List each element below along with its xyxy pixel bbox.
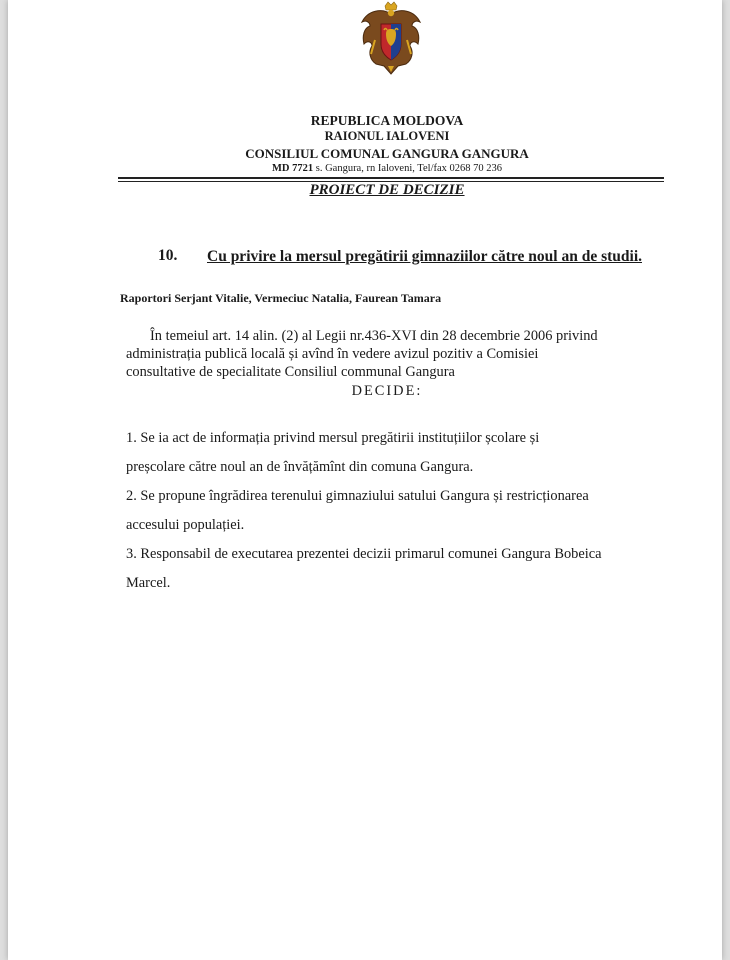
decision-line: 2. Se propune îngrădirea terenului gimnaziului satului Gangura și restricționarea	[126, 488, 589, 504]
document-page	[8, 0, 722, 960]
district-name: RAIONUL IALOVENI	[324, 129, 450, 143]
preamble-line-1: În temeiul art. 14 alin. (2) al Legii nr.436-XVI din 28 decembrie 2006 privind	[150, 328, 598, 344]
address-line	[30, 163, 730, 174]
decision-line: Marcel.	[126, 575, 171, 591]
decision-line: accesului populației.	[126, 517, 245, 533]
country-name: REPUBLICA MOLDOVA	[310, 113, 464, 128]
header-divider	[118, 177, 664, 179]
decision-line: preșcolare către noul an de învățămînt din comuna Gangura.	[126, 459, 474, 475]
decide-heading: DECIDE:	[351, 383, 423, 399]
decision-points	[126, 424, 696, 598]
preamble	[126, 327, 686, 381]
decision-line: 1. Se ia act de informația privind mersul pregătirii instituțiilor școlare și	[126, 430, 540, 446]
preamble-line-2: administrația publică locală și avînd în vedere avizul pozitiv a Comisiei	[126, 346, 539, 362]
decision-line: 3. Responsabil de executarea prezentei decizii primarul comunei Gangura Bobeica	[126, 546, 602, 562]
item-number: 10.	[158, 247, 178, 264]
moldova-coat-of-arms-icon	[358, 0, 424, 80]
rapporteurs: Raportori Serjant Vitalie, Vermeciuc Natalia, Faurean Tamara	[120, 291, 442, 305]
postcode: MD 7721	[271, 163, 314, 174]
preamble-line-3: consultative de specialitate Consiliul communal Gangura	[126, 364, 455, 380]
document-title: PROIECT DE DECIZIE	[309, 182, 465, 198]
council-name: CONSILIUL COMUNAL GANGURA GANGURA	[245, 146, 529, 161]
address-text: s. Gangura, rn Ialoveni, Tel/fax 0268 70 236	[315, 163, 503, 174]
item-title: Cu privire la mersul pregătirii gimnaziilor către noul an de studii.	[207, 248, 642, 265]
